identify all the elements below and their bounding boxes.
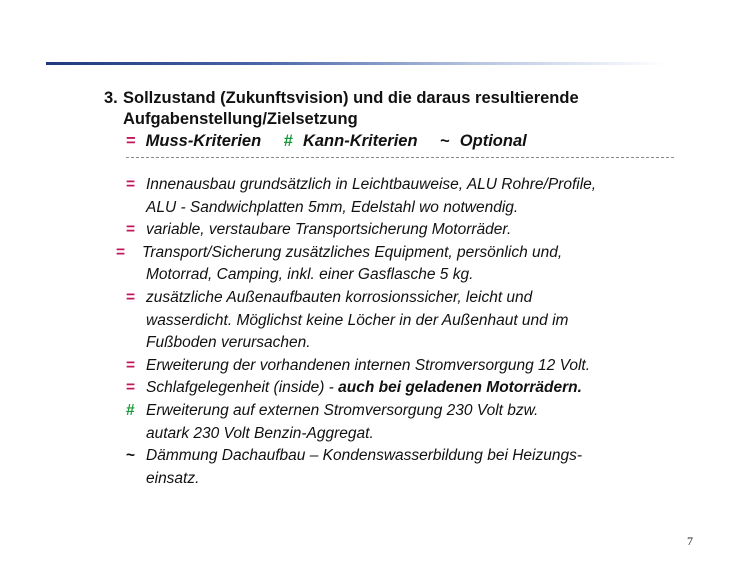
list-item — [126, 174, 706, 219]
criteria-list — [116, 174, 706, 490]
muss-label: Muss-Kriterien — [145, 132, 262, 150]
item-text-line: autark 230 Volt Benzin-Aggregat. — [146, 424, 374, 442]
item-text-line: Transport/Sicherung zusätzliches Equipment, persönlich und, — [142, 243, 563, 261]
optional-symbol: ~ — [440, 132, 450, 150]
criteria-legend — [126, 131, 545, 152]
item-text-line: ALU - Sandwichplatten 5mm, Edelstahl wo notwendig. — [146, 198, 519, 216]
muss-bullet: = — [126, 176, 136, 193]
item-text-line: variable, verstaubare Transportsicherung Motorräder. — [146, 221, 512, 239]
title-divider-line — [46, 62, 666, 65]
item-text-line: Erweiterung der vorhandenen internen Stromversorgung 12 Volt. — [146, 356, 591, 374]
kann-bullet: # — [126, 401, 135, 419]
muss-bullet: = — [126, 356, 136, 374]
item-text-line: Fußboden verursachen. — [146, 334, 311, 352]
list-item — [126, 355, 706, 378]
item-text-line — [146, 377, 706, 400]
optional-label: Optional — [459, 132, 527, 150]
item-text-bold: auch bei geladenen Motorrädern. — [338, 379, 582, 397]
optional-bullet: ~ — [126, 447, 136, 465]
item-text-line: Dämmung Dachaufbau – Kondenswasserbildung bei Heizungs- — [146, 447, 582, 465]
muss-bullet: = — [126, 288, 136, 306]
list-item — [126, 287, 706, 355]
kann-symbol: # — [283, 132, 293, 150]
list-item — [126, 400, 706, 445]
list-item — [126, 445, 706, 490]
muss-bullet: = — [116, 243, 126, 261]
section-title-line-2: Aufgabenstellung/Zielsetzung — [123, 110, 358, 128]
muss-symbol: = — [126, 132, 136, 150]
muss-bullet: = — [126, 221, 136, 239]
item-text-line: Motorrad, Camping, inkl. einer Gasflasche 5 kg. — [146, 266, 474, 284]
item-text-line: einsatz. — [146, 469, 200, 487]
list-item — [126, 377, 706, 400]
item-text-line: Erweiterung auf externen Stromversorgung 230 Volt bzw. — [146, 401, 539, 419]
section-title-line-1: Sollzustand (Zukunftsvision) und die daraus resultierende — [123, 89, 579, 107]
section-number: 3. — [104, 89, 118, 107]
item-text-line: wasserdicht. Möglichst keine Löcher in der Außenhaut und im — [146, 311, 569, 329]
item-text-normal: Schlafgelegenheit (inside) - — [146, 379, 339, 397]
page-number: 7 — [687, 534, 693, 548]
list-item — [116, 242, 706, 287]
list-item — [126, 219, 706, 242]
muss-bullet: = — [126, 379, 136, 397]
item-text-line: zusätzliche Außenaufbauten korrosionssicher, leicht und — [146, 288, 533, 306]
kann-label: Kann-Kriterien — [302, 132, 418, 150]
item-text-line: Innenausbau grundsätzlich in Leichtbauweise, ALU Rohre/Profile, — [146, 176, 597, 193]
legend-divider-dashed — [126, 157, 674, 158]
